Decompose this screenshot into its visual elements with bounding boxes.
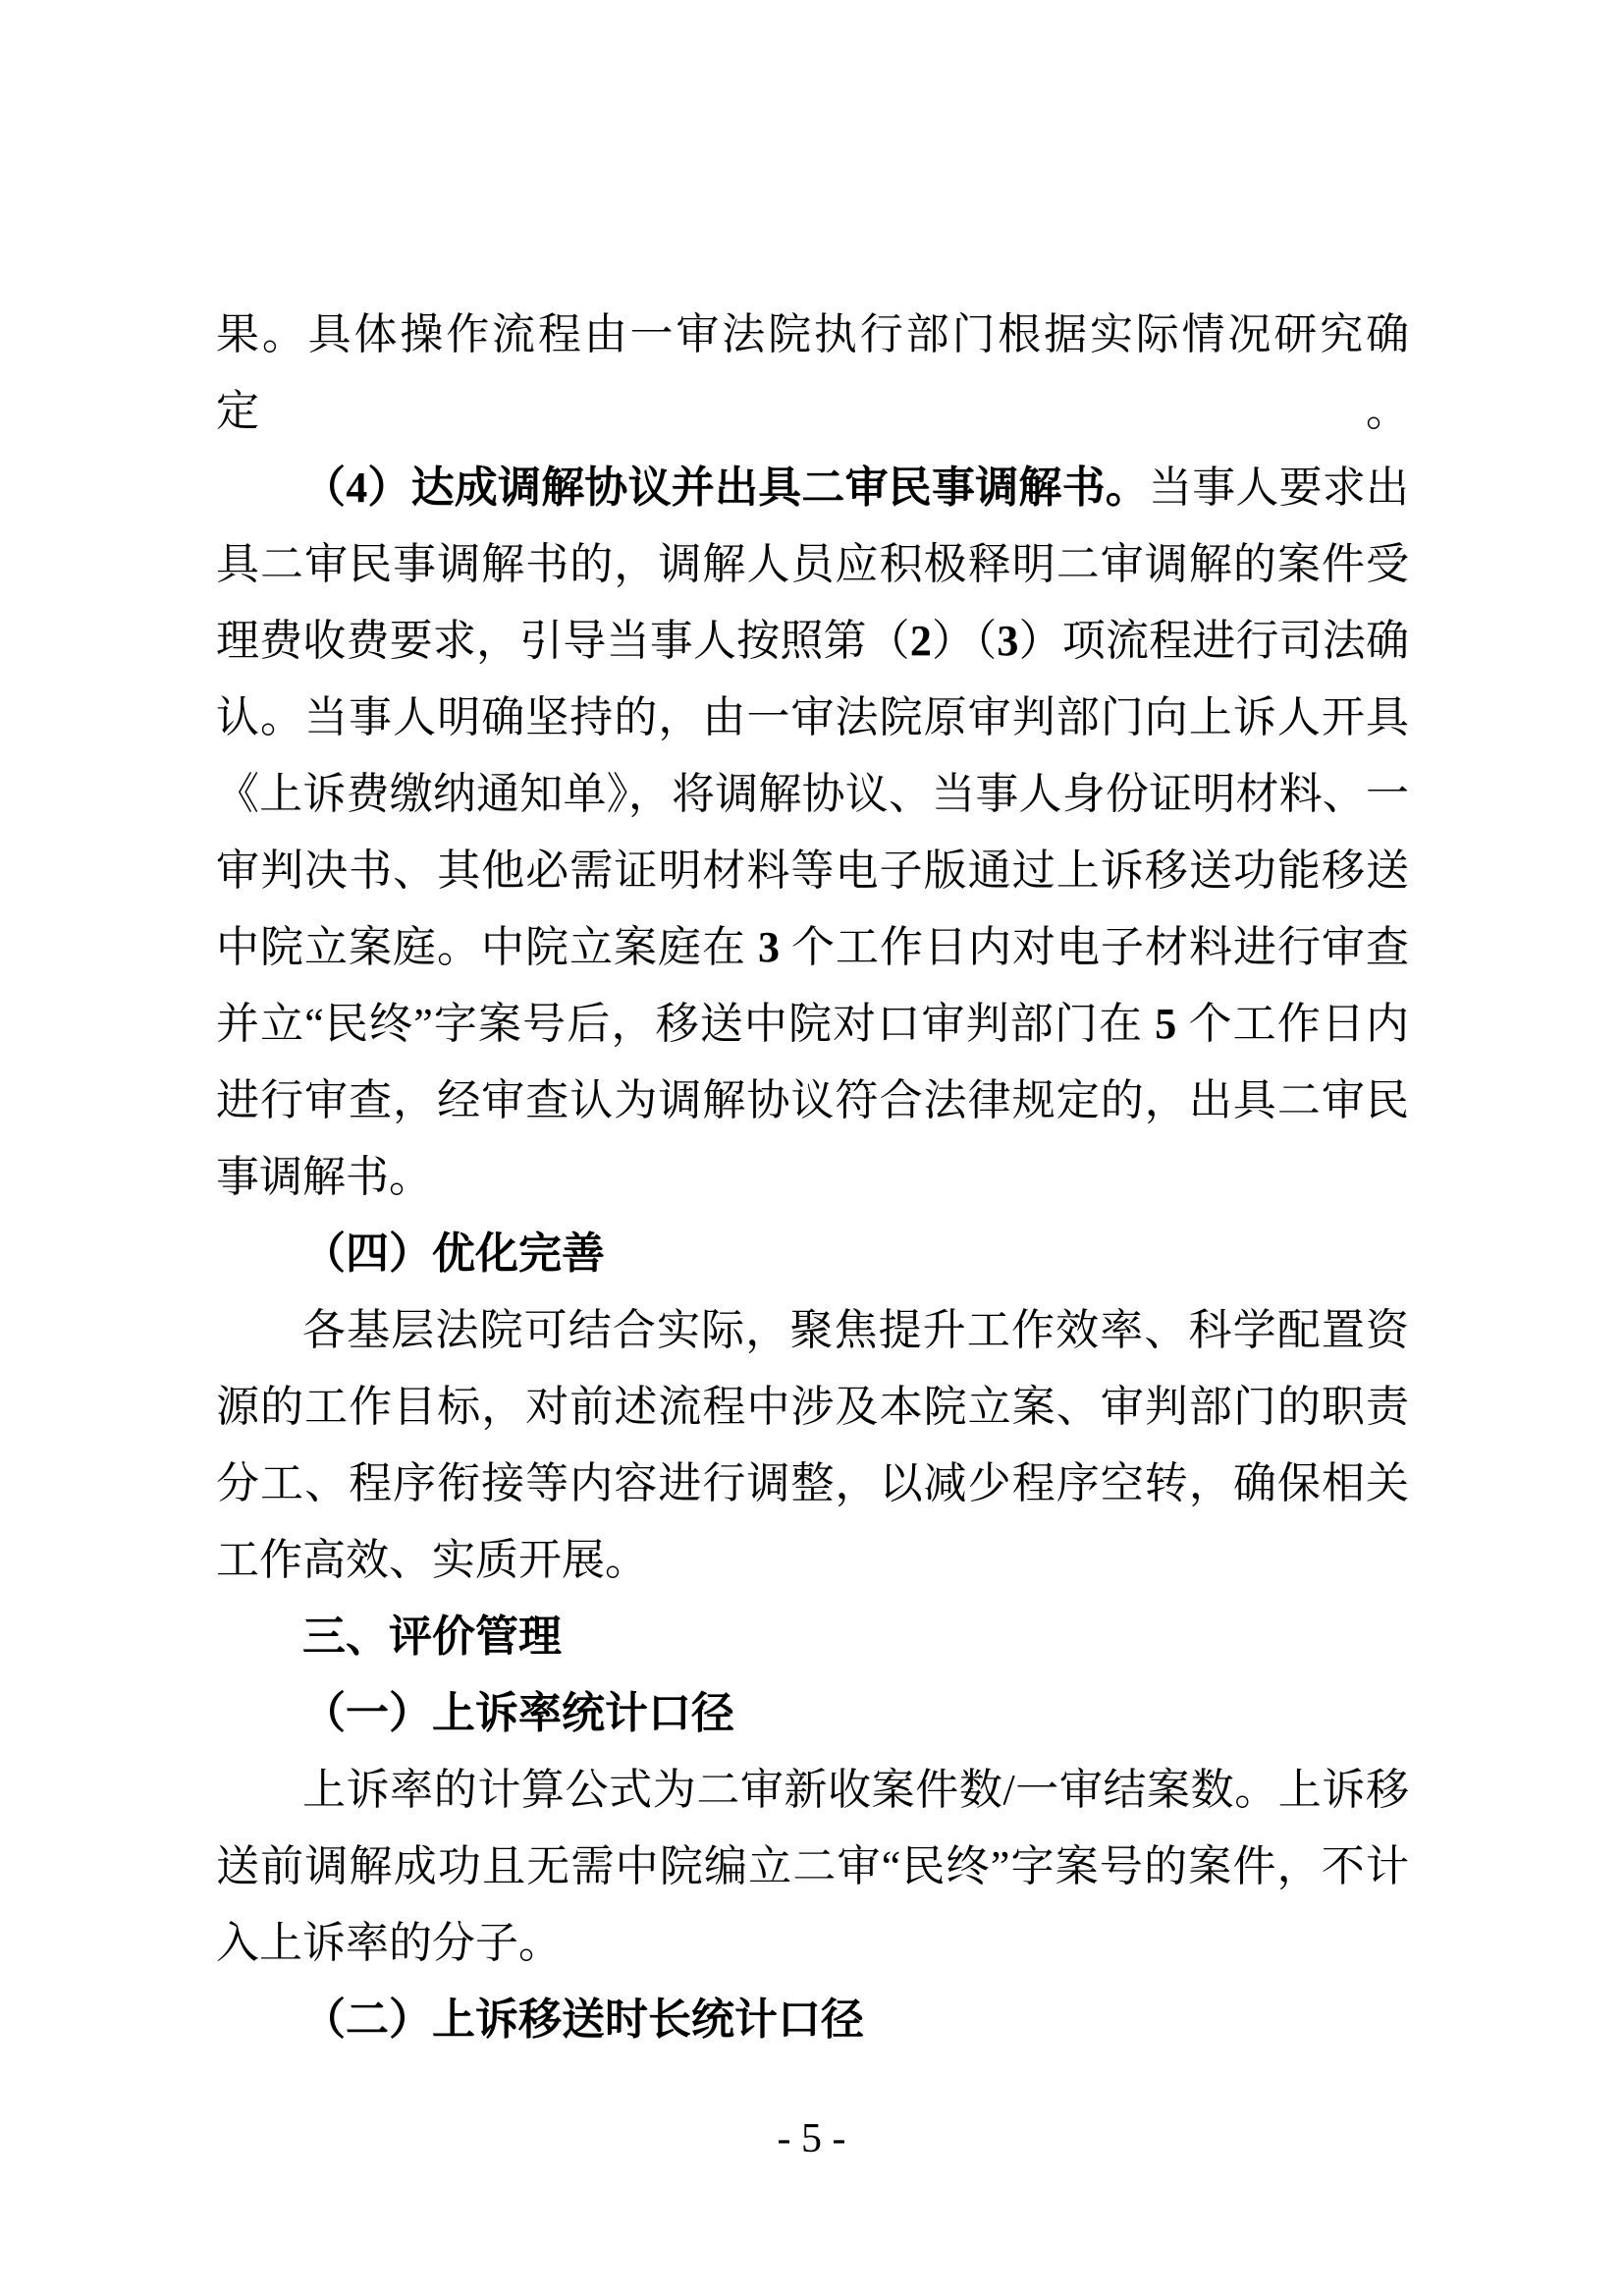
section-heading-4-optimize [216, 1216, 1409, 1292]
text-line [216, 909, 1409, 986]
text-line [216, 1063, 1409, 1139]
text-segment: 上诉率的计算公式为二审新收案件数/一审结案数。上诉移 [302, 1766, 1409, 1814]
text-segment: 理费收费要求，引导当事人按照第（ [216, 617, 910, 665]
text-line [216, 1292, 1409, 1369]
heading-segment: （二）上诉移送时长统计口径 [302, 1995, 864, 2044]
text-segment: 中院立案庭。中院立案庭在 [216, 923, 758, 971]
text-segment: 审判决书、其他必需证明材料等电子版通过上诉移送功能移送 [216, 847, 1409, 895]
text-segment: 工作高效、实质开展。 [216, 1536, 648, 1584]
document-body [216, 297, 1409, 2058]
paragraph-item-4-line [216, 450, 1409, 526]
text-line [216, 756, 1409, 833]
heading-segment: （一）上诉率统计口径 [302, 1689, 734, 1737]
bold-number: 5 [1155, 1000, 1177, 1048]
bold-number: 3 [758, 923, 780, 971]
text-line [216, 1829, 1409, 1905]
text-line [216, 833, 1409, 909]
item-4-heading-segment: （4）达成调解协议并出具二审民事调解书。 [302, 464, 1149, 512]
text-segment: 源的工作目标，对前述流程中涉及本院立案、审判部门的职责 [216, 1383, 1409, 1431]
text-segment: 《上诉费缴纳通知单》，将调解协议、当事人身份证明材料、一 [216, 770, 1409, 818]
section-heading-3-evaluation [216, 1599, 1409, 1675]
heading-segment: （四）优化完善 [302, 1230, 605, 1278]
text-line [216, 1369, 1409, 1446]
bold-number: 2 [909, 617, 932, 665]
text-segment: 进行审查，经审查认为调解协议符合法律规定的，出具二审民 [216, 1076, 1409, 1124]
text-segment: 具二审民事调解书的，调解人员应积极释明二审调解的案件受 [216, 540, 1409, 588]
text-segment: 各基层法院可结合实际，聚焦提升工作效率、科学配置资 [302, 1306, 1409, 1354]
text-segment: 个工作日内 [1176, 1000, 1409, 1048]
text-segment: 果。具体操作流程由一审法院执行部门根据实际情况研究确定。 [216, 310, 1409, 435]
text-segment: 并立“民终”字案号后，移送中院对口审判部门在 [216, 1000, 1156, 1048]
text-segment: 入上诉率的分子。 [216, 1919, 562, 1967]
text-segment: ）项流程进行司法确 [1018, 617, 1410, 665]
text-line [216, 1522, 1409, 1599]
heading-segment: 三、评价管理 [302, 1613, 562, 1661]
text-line [216, 603, 1409, 680]
subsection-heading-appeal-rate [216, 1675, 1409, 1752]
text-segment: ）（ [931, 617, 998, 665]
bold-number: 3 [997, 617, 1019, 665]
text-segment: 事调解书。 [216, 1153, 432, 1201]
text-line [216, 680, 1409, 756]
text-segment: 个工作日内对电子材料进行审查 [780, 923, 1409, 971]
text-segment: 分工、程序衔接等内容进行调整，以减少程序空转，确保相关 [216, 1459, 1409, 1507]
text-line [216, 986, 1409, 1063]
text-line [216, 1446, 1409, 1522]
text-line [216, 1752, 1409, 1829]
page-number: - 5 - [777, 2116, 846, 2161]
text-line [216, 1905, 1409, 1982]
text-segment: 送前调解成功且无需中院编立二审“民终”字案号的案件，不计 [216, 1842, 1409, 1890]
text-segment: 当事人要求出 [1149, 464, 1409, 512]
text-line [216, 297, 1409, 450]
subsection-heading-transfer-duration [216, 1982, 1409, 2058]
text-segment: 认。当事人明确坚持的，由一审法院原审判部门向上诉人开具 [216, 693, 1409, 741]
text-line [216, 526, 1409, 603]
text-line [216, 1139, 1409, 1216]
